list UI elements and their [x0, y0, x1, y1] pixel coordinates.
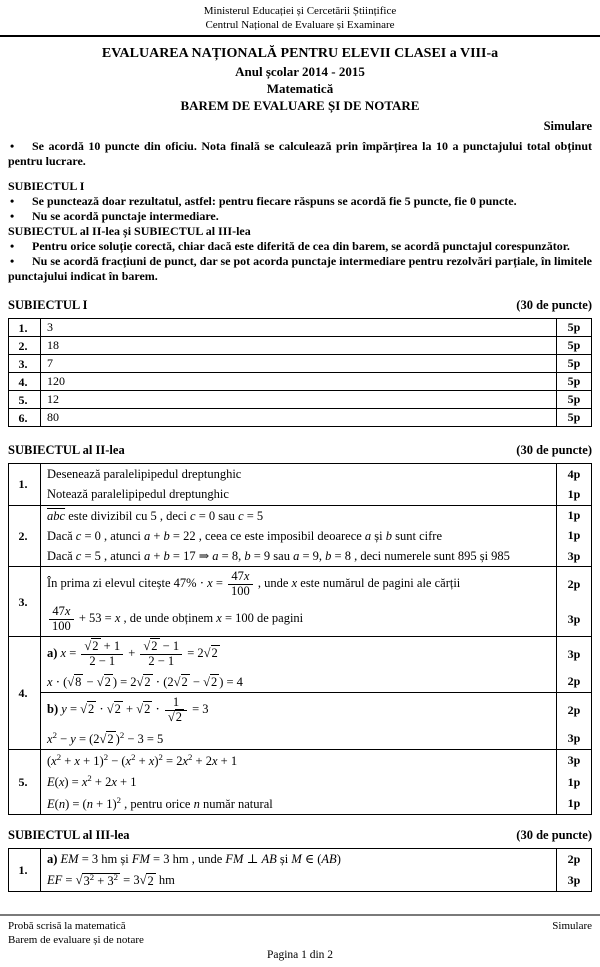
bullet-icon: • — [10, 194, 15, 208]
table-row — [9, 373, 592, 391]
item-points: 5p — [557, 355, 592, 373]
item-content: Dacă c = 5 , atunci a + b = 17 ⇒ a = 8, b = 9 sau a = 9, b = 8 , deci numerele sunt 895 și 985 — [47, 549, 510, 563]
section-3-title: SUBIECTUL al III-lea — [8, 828, 130, 843]
instruction-s23-b1 — [8, 239, 592, 254]
footer-variant: Simulare — [552, 920, 592, 932]
item-content: $\overline{abc}$ este divizibil cu 5 , deci c = 0 sau c = 5 — [41, 505, 557, 526]
item-points: 5p — [557, 409, 592, 427]
item-content: 7 — [41, 355, 557, 373]
item-content: 12 — [41, 391, 557, 409]
item-points: 1p — [557, 771, 592, 792]
section-1-header — [8, 298, 592, 313]
section-3-points: (30 de puncte) — [516, 828, 592, 843]
bullet-icon: • — [10, 139, 15, 153]
item-number: 1. — [9, 319, 41, 337]
item-number: 5. — [9, 391, 41, 409]
table-row — [9, 505, 592, 526]
table-row — [9, 567, 592, 602]
footer-left — [8, 919, 144, 947]
table-row — [9, 749, 592, 771]
item-content: 80 — [41, 409, 557, 427]
table-row — [9, 728, 592, 750]
item-points: 5p — [557, 373, 592, 391]
item-points: 5p — [557, 391, 592, 409]
item-number: 5. — [9, 749, 41, 814]
item-points: 3p — [557, 869, 592, 891]
item-content: 3 — [41, 319, 557, 337]
item-points: 2p — [557, 672, 592, 693]
instruction-text: Nu se acordă punctaje intermediare. — [32, 209, 219, 223]
section-3-header — [8, 828, 592, 843]
item-content: În prima zi elevul citește 47% ⋅ x = $\frac{47x}{100}$ , unde x este numărul de pagini ale cărții — [41, 567, 557, 602]
table-row — [9, 693, 592, 728]
item-points: 2p — [557, 567, 592, 602]
instruction-s1-b1 — [8, 194, 592, 209]
document-type: BAREM DE EVALUARE ȘI DE NOTARE — [180, 98, 420, 113]
instructions-subject1-heading: SUBIECTUL I — [8, 179, 85, 193]
table-row — [9, 526, 592, 546]
table-row — [9, 484, 592, 505]
item-points: 2p — [557, 849, 592, 870]
subject3-table — [8, 848, 592, 892]
table-row — [9, 793, 592, 815]
table-row — [9, 546, 592, 567]
table-row — [9, 637, 592, 672]
instruction-text: Se punctează doar rezultatul, astfel: pentru fiecare răspuns se acordă fie 5 puncte, fie 0 puncte. — [32, 194, 517, 208]
item-points: 2p — [557, 693, 592, 728]
table-row — [9, 849, 592, 870]
ministry-header — [0, 0, 600, 32]
item-content: b) y = √2 ⋅ √2 + √2 ⋅ $\frac{1}{√2}$ = 3 — [41, 693, 557, 728]
item-points: 4p — [557, 464, 592, 485]
item-content: 18 — [41, 337, 557, 355]
section-2-points: (30 de puncte) — [516, 443, 592, 457]
table-row — [9, 602, 592, 637]
instruction-text: Nu se acordă fracțiuni de punct, dar se pot acorda punctaje intermediare pentru rezolvări parțiale, în limitele punctajului indicat în barem. — [8, 254, 592, 283]
item-content: a) x = $\frac{√2 + 1}{2 - 1}$ + $\frac{√2 - 1}{2 - 1}$ = 2√2 — [41, 637, 557, 672]
school-year: Anul școlar 2014 - 2015 — [235, 64, 365, 79]
item-points: 3p — [557, 749, 592, 771]
item-number: 1. — [9, 849, 41, 892]
section-1-title: SUBIECTUL I — [8, 298, 88, 312]
item-points: 3p — [557, 637, 592, 672]
item-points: 1p — [557, 484, 592, 505]
item-number: 2. — [9, 337, 41, 355]
page-footer — [0, 914, 600, 967]
item-content: Notează paralelipipedul dreptunghic — [47, 487, 229, 502]
variant-label: Simulare — [543, 119, 592, 133]
item-points: 1p — [557, 526, 592, 546]
item-content: $x^2 - y = (2√2$ )$^2$ − 3 = 5 — [47, 729, 164, 746]
item-content: $(x^2 + x + 1)^2 - (x^2 + x)^2 = 2x^2 + 2x + 1$ — [41, 749, 557, 771]
item-number: 4. — [9, 373, 41, 391]
item-content: a) EM = 3 hm și FM = 3 hm , unde FM ⊥ AB și M ∈ (AB) — [41, 849, 557, 870]
subject2-table — [8, 463, 592, 815]
instruction-oficiu — [8, 139, 592, 169]
ministry-line1: Ministerul Educației și Cercetării Științifice — [203, 5, 397, 17]
table-row — [9, 464, 592, 485]
item-content: Desenează paralelipipedul dreptunghic — [41, 464, 557, 485]
item-number: 2. — [9, 505, 41, 567]
section-2-header — [8, 443, 592, 458]
table-row — [9, 409, 592, 427]
item-points: 5p — [557, 337, 592, 355]
item-points: 3p — [557, 602, 592, 637]
subject-name: Matematică — [266, 81, 334, 96]
table-row — [9, 319, 592, 337]
title-block — [8, 45, 592, 114]
bullet-icon: • — [10, 209, 15, 223]
item-content: $E(n) = (n + 1)^2$ , pentru orice n număr natural — [47, 794, 273, 811]
item-content: Dacă c = 0 , atunci a + b = 22 , ceea ce este imposibil deoarece a și b sunt cifre — [47, 528, 442, 543]
section-2-title: SUBIECTUL al II-lea — [8, 443, 125, 457]
instructions-subject23-heading: SUBIECTUL al II-lea și SUBIECTUL al III-lea — [8, 224, 251, 238]
item-number: 3. — [9, 567, 41, 637]
item-number: 1. — [9, 464, 41, 506]
table-row — [9, 391, 592, 409]
footer-exam-name: Probă scrisă la matematică — [8, 920, 126, 932]
item-points: 1p — [557, 793, 592, 815]
item-points: 5p — [557, 319, 592, 337]
table-row — [9, 869, 592, 891]
item-content: 120 — [41, 373, 557, 391]
item-points: 3p — [557, 546, 592, 567]
item-content: x ⋅ (√8 − √2 ) = 2√2 ⋅ (2√2 − √2 ) = 4 — [47, 674, 243, 689]
item-content: EF = $√3^2 + 3^2 = 3√2$ hm — [47, 871, 175, 888]
table-row — [9, 337, 592, 355]
instruction-text: Pentru orice soluție corectă, chiar dacă este diferită de cea din barem, se acordă punctajul corespunzător. — [32, 239, 570, 253]
item-points: 3p — [557, 728, 592, 750]
instruction-s1-b2 — [8, 209, 592, 224]
bullet-icon: • — [10, 254, 15, 268]
item-number: 6. — [9, 409, 41, 427]
page-title: EVALUAREA NAȚIONALĂ PENTRU ELEVII CLASEI a VIII-a — [101, 46, 499, 61]
table-row — [9, 771, 592, 792]
instruction-oficiu-text: Se acordă 10 puncte din oficiu. Nota finală se calculează prin împărțirea la 10 a punctajului total obținut pentru lucrare. — [8, 139, 592, 168]
page-number: Pagina 1 din 2 — [266, 949, 334, 961]
item-points: 1p — [557, 505, 592, 526]
item-number: 3. — [9, 355, 41, 373]
section-1-points: (30 de puncte) — [516, 298, 592, 312]
bullet-icon: • — [10, 239, 15, 253]
table-row — [9, 672, 592, 693]
item-content: $E(x) = x^2 + 2x + 1$ — [47, 773, 137, 790]
item-number: 4. — [9, 637, 41, 750]
table-row — [9, 355, 592, 373]
ministry-line2: Centrul Național de Evaluare și Examinare — [205, 19, 395, 31]
instruction-s23-b2 — [8, 254, 592, 284]
item-content: $\frac{47x}{100}$ + 53 = x , de unde obținem x = 100 de pagini — [41, 602, 557, 637]
subject1-table — [8, 318, 592, 427]
footer-doc-name: Barem de evaluare și de notare — [8, 934, 144, 946]
